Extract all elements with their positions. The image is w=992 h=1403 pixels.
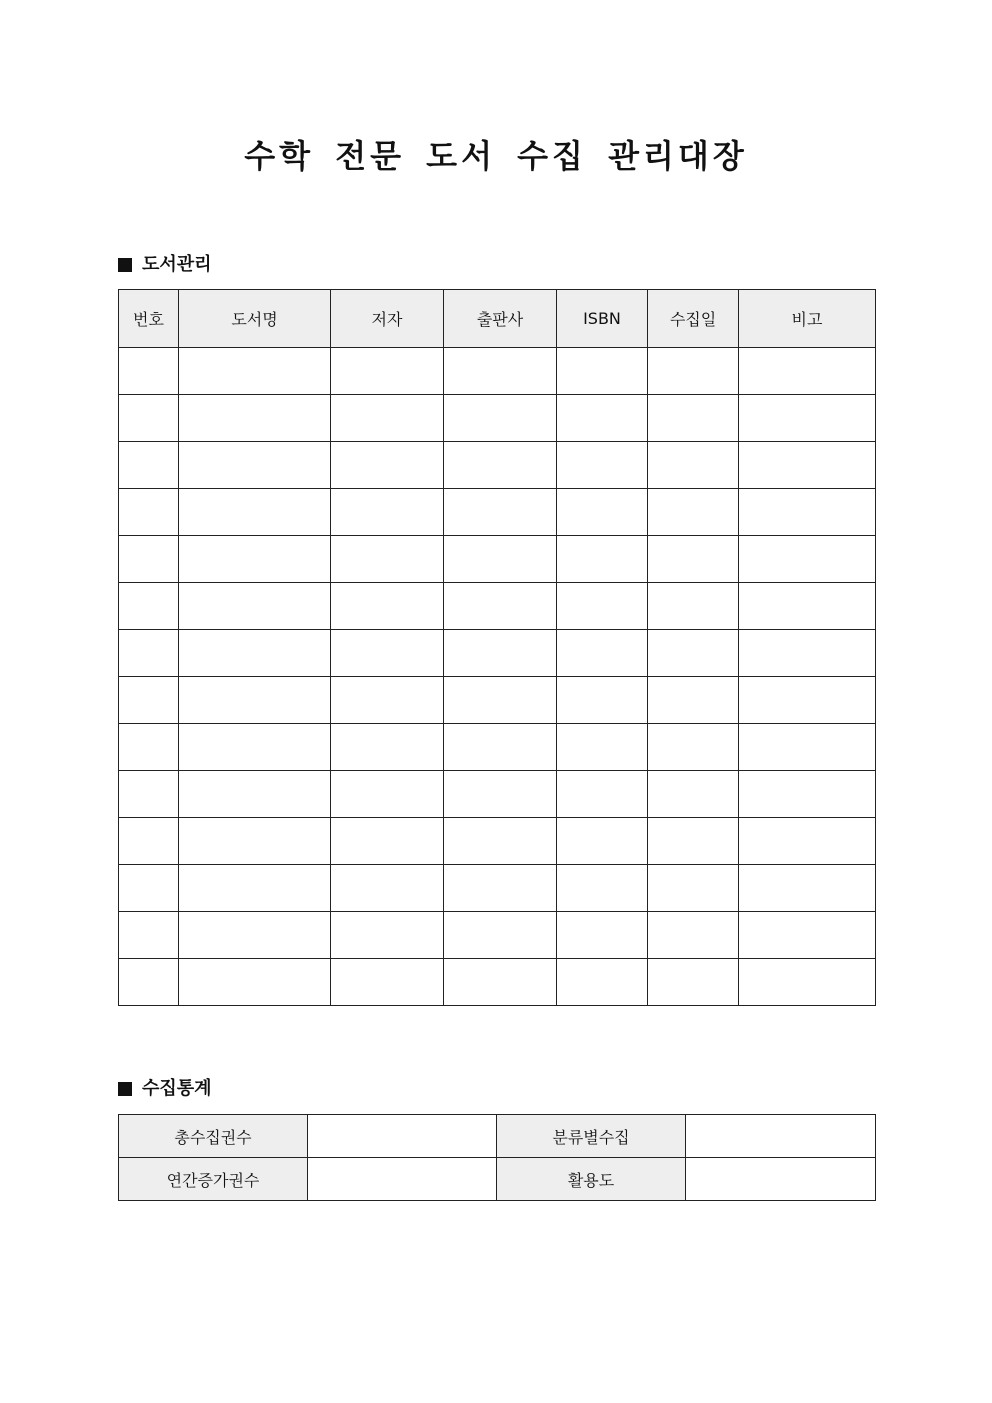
- column-header-publisher: 출판사: [444, 290, 557, 348]
- table-row: [119, 724, 876, 771]
- table-cell-title[interactable]: [179, 677, 331, 724]
- stats-value-by-category[interactable]: [686, 1115, 876, 1158]
- table-cell-number[interactable]: [119, 442, 179, 489]
- column-header-number: 번호: [119, 290, 179, 348]
- table-cell-note[interactable]: [739, 818, 876, 865]
- table-cell-date[interactable]: [648, 912, 739, 959]
- books-table-body: [119, 348, 876, 1006]
- table-cell-date[interactable]: [648, 630, 739, 677]
- table-cell-date[interactable]: [648, 865, 739, 912]
- table-row: [119, 348, 876, 395]
- table-cell-isbn[interactable]: [557, 395, 648, 442]
- table-cell-publisher[interactable]: [444, 583, 557, 630]
- table-cell-note[interactable]: [739, 583, 876, 630]
- table-cell-title[interactable]: [179, 630, 331, 677]
- stats-section-heading: [118, 1077, 212, 1101]
- table-cell-note[interactable]: [739, 959, 876, 1006]
- table-cell-publisher[interactable]: [444, 489, 557, 536]
- table-cell-number[interactable]: [119, 536, 179, 583]
- table-cell-isbn[interactable]: [557, 489, 648, 536]
- table-cell-number[interactable]: [119, 959, 179, 1006]
- table-cell-title[interactable]: [179, 959, 331, 1006]
- stats-value-total[interactable]: [308, 1115, 497, 1158]
- table-cell-number[interactable]: [119, 395, 179, 442]
- stats-row: [119, 1115, 876, 1158]
- table-cell-publisher[interactable]: [444, 959, 557, 1006]
- table-row: [119, 489, 876, 536]
- table-cell-author[interactable]: [331, 771, 444, 818]
- table-cell-title[interactable]: [179, 724, 331, 771]
- stats-label-utilization: 활용도: [497, 1158, 686, 1201]
- table-cell-publisher[interactable]: [444, 677, 557, 724]
- stats-table: [118, 1114, 876, 1201]
- table-cell-publisher[interactable]: [444, 442, 557, 489]
- table-cell-note[interactable]: [739, 865, 876, 912]
- column-header-title: 도서명: [179, 290, 331, 348]
- table-cell-author[interactable]: [331, 348, 444, 395]
- table-cell-publisher[interactable]: [444, 348, 557, 395]
- table-cell-author[interactable]: [331, 395, 444, 442]
- table-cell-title[interactable]: [179, 395, 331, 442]
- table-cell-author[interactable]: [331, 865, 444, 912]
- table-row: [119, 442, 876, 489]
- table-cell-publisher[interactable]: [444, 724, 557, 771]
- stats-row: [119, 1158, 876, 1201]
- table-cell-number[interactable]: [119, 865, 179, 912]
- table-cell-note[interactable]: [739, 771, 876, 818]
- table-cell-date[interactable]: [648, 583, 739, 630]
- table-cell-note[interactable]: [739, 395, 876, 442]
- books-table: [118, 289, 876, 1006]
- table-cell-author[interactable]: [331, 442, 444, 489]
- table-cell-isbn[interactable]: [557, 818, 648, 865]
- table-cell-isbn[interactable]: [557, 724, 648, 771]
- table-cell-date[interactable]: [648, 959, 739, 1006]
- table-cell-date[interactable]: [648, 818, 739, 865]
- table-cell-isbn[interactable]: [557, 865, 648, 912]
- table-cell-publisher[interactable]: [444, 865, 557, 912]
- table-row: [119, 865, 876, 912]
- table-cell-date[interactable]: [648, 442, 739, 489]
- table-row: [119, 536, 876, 583]
- table-cell-publisher[interactable]: [444, 771, 557, 818]
- table-cell-number[interactable]: [119, 912, 179, 959]
- stats-label-total: 총수집권수: [119, 1115, 308, 1158]
- table-cell-number[interactable]: [119, 818, 179, 865]
- table-cell-author[interactable]: [331, 912, 444, 959]
- table-cell-date[interactable]: [648, 348, 739, 395]
- table-cell-note[interactable]: [739, 912, 876, 959]
- table-cell-author[interactable]: [331, 677, 444, 724]
- table-cell-author[interactable]: [331, 583, 444, 630]
- table-cell-date[interactable]: [648, 677, 739, 724]
- table-cell-note[interactable]: [739, 489, 876, 536]
- table-cell-date[interactable]: [648, 771, 739, 818]
- table-row: [119, 959, 876, 1006]
- table-cell-isbn[interactable]: [557, 677, 648, 724]
- table-cell-author[interactable]: [331, 724, 444, 771]
- table-cell-number[interactable]: [119, 724, 179, 771]
- table-cell-note[interactable]: [739, 630, 876, 677]
- books-section-heading: [118, 253, 212, 277]
- table-cell-isbn[interactable]: [557, 912, 648, 959]
- square-bullet-icon: [118, 258, 132, 272]
- table-cell-title[interactable]: [179, 583, 331, 630]
- table-cell-date[interactable]: [648, 536, 739, 583]
- square-bullet-icon: [118, 1082, 132, 1096]
- table-cell-title[interactable]: [179, 771, 331, 818]
- table-row: [119, 583, 876, 630]
- table-row: [119, 771, 876, 818]
- table-cell-author[interactable]: [331, 630, 444, 677]
- table-cell-publisher[interactable]: [444, 536, 557, 583]
- table-cell-isbn[interactable]: [557, 536, 648, 583]
- table-cell-title[interactable]: [179, 489, 331, 536]
- table-cell-title[interactable]: [179, 348, 331, 395]
- books-section-label: 도서관리: [142, 254, 212, 275]
- table-cell-author[interactable]: [331, 959, 444, 1006]
- table-cell-note[interactable]: [739, 724, 876, 771]
- stats-value-annual-increase[interactable]: [308, 1158, 497, 1201]
- table-row: [119, 630, 876, 677]
- table-row: [119, 912, 876, 959]
- table-cell-number[interactable]: [119, 348, 179, 395]
- table-cell-number[interactable]: [119, 771, 179, 818]
- table-cell-title[interactable]: [179, 536, 331, 583]
- table-cell-isbn[interactable]: [557, 442, 648, 489]
- table-cell-isbn[interactable]: [557, 630, 648, 677]
- column-header-date: 수집일: [648, 290, 739, 348]
- table-cell-title[interactable]: [179, 912, 331, 959]
- table-cell-isbn[interactable]: [557, 583, 648, 630]
- table-cell-number[interactable]: [119, 630, 179, 677]
- books-header-row: [119, 290, 876, 348]
- table-cell-publisher[interactable]: [444, 395, 557, 442]
- table-cell-number[interactable]: [119, 583, 179, 630]
- table-cell-publisher[interactable]: [444, 912, 557, 959]
- table-cell-author[interactable]: [331, 818, 444, 865]
- table-cell-isbn[interactable]: [557, 348, 648, 395]
- table-cell-note[interactable]: [739, 442, 876, 489]
- table-row: [119, 395, 876, 442]
- table-cell-note[interactable]: [739, 677, 876, 724]
- table-cell-publisher[interactable]: [444, 818, 557, 865]
- column-header-note: 비고: [739, 290, 876, 348]
- table-cell-isbn[interactable]: [557, 959, 648, 1006]
- table-cell-note[interactable]: [739, 348, 876, 395]
- table-cell-date[interactable]: [648, 395, 739, 442]
- stats-label-by-category: 분류별수집: [497, 1115, 686, 1158]
- table-row: [119, 677, 876, 724]
- table-cell-isbn[interactable]: [557, 771, 648, 818]
- column-header-isbn: ISBN: [557, 290, 648, 348]
- table-cell-title[interactable]: [179, 818, 331, 865]
- table-cell-publisher[interactable]: [444, 630, 557, 677]
- table-row: [119, 818, 876, 865]
- table-cell-author[interactable]: [331, 489, 444, 536]
- table-cell-date[interactable]: [648, 724, 739, 771]
- column-header-author: 저자: [331, 290, 444, 348]
- table-cell-date[interactable]: [648, 489, 739, 536]
- stats-value-utilization[interactable]: [686, 1158, 876, 1201]
- table-cell-author[interactable]: [331, 536, 444, 583]
- table-cell-title[interactable]: [179, 442, 331, 489]
- stats-label-annual-increase: 연간증가권수: [119, 1158, 308, 1201]
- table-cell-number[interactable]: [119, 489, 179, 536]
- page-title: 수학 전문 도서 수집 관리대장: [244, 137, 748, 175]
- table-cell-number[interactable]: [119, 677, 179, 724]
- table-cell-note[interactable]: [739, 536, 876, 583]
- stats-section-label: 수집통계: [142, 1078, 212, 1099]
- table-cell-title[interactable]: [179, 865, 331, 912]
